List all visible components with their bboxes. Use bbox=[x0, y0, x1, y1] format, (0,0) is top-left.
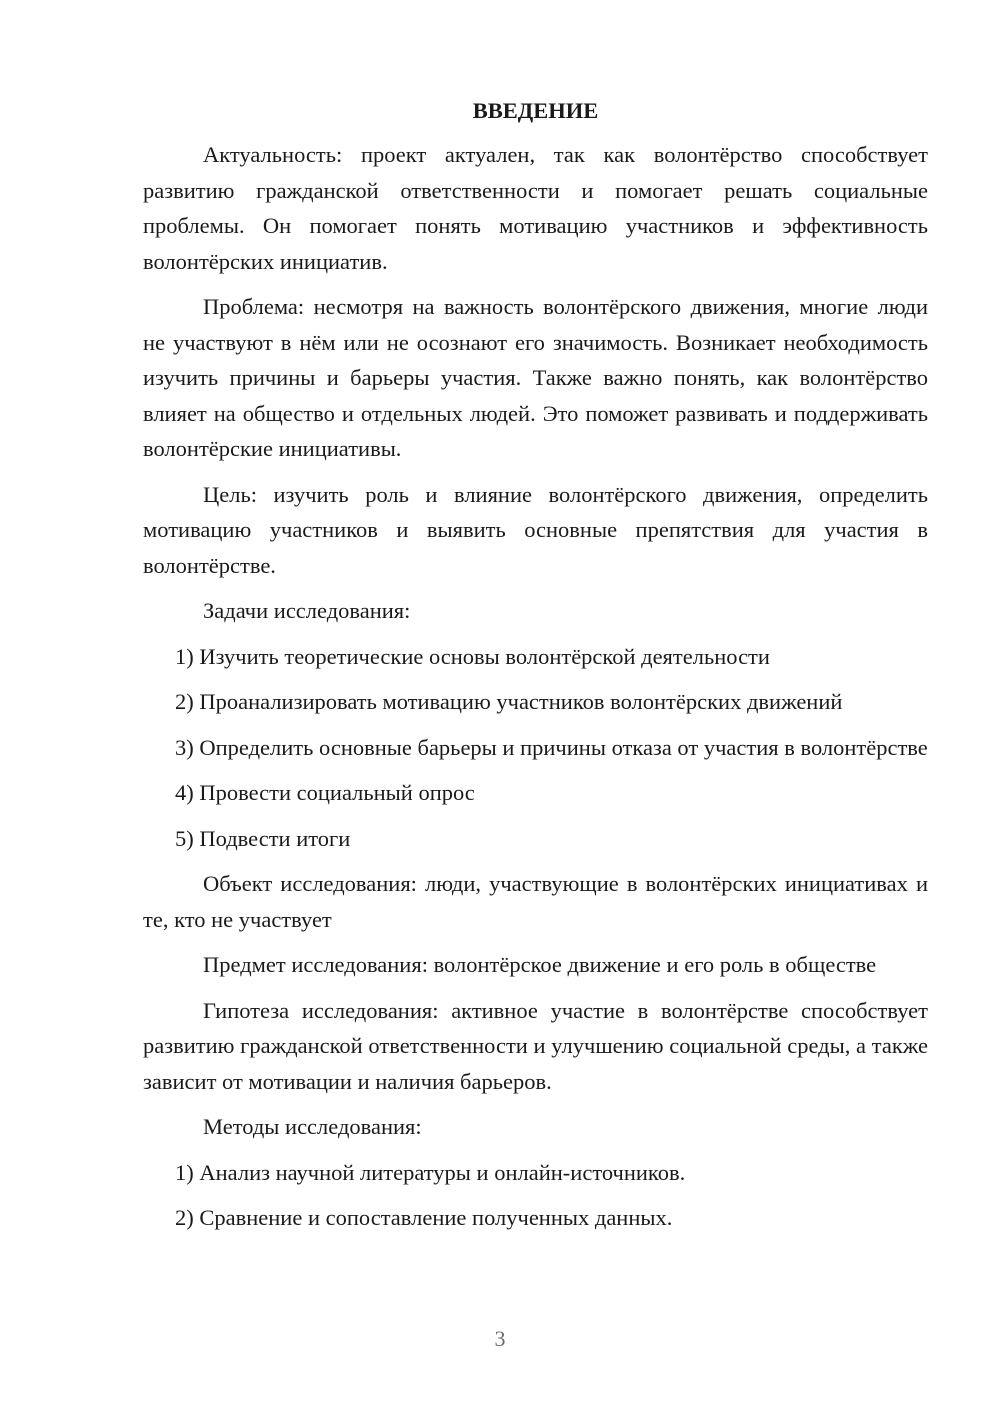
method-item-1: 1) Анализ научной литературы и онлайн-источников. bbox=[175, 1159, 686, 1185]
methods-heading: Методы исследования: bbox=[203, 1114, 422, 1139]
goal-paragraph: Цель: изучить роль и влияние волонтёрского движения, определить мотивацию участников и выявить основные препятствия для участия в волонтёрстве. bbox=[143, 481, 928, 578]
document-page bbox=[143, 95, 928, 1246]
tasks-heading: Задачи исследования: bbox=[203, 598, 411, 623]
subject-paragraph: Предмет исследования: волонтёрское движение и его роль в обществе bbox=[203, 952, 877, 977]
relevance-paragraph: Актуальность: проект актуален, так как волонтёрство способствует развитию гражданской ответственности и помогает решать социальные проблемы. Он помогает понять мотивацию участников и эффективность волонтёрских инициатив. bbox=[143, 142, 928, 274]
task-item-4: 4) Провести социальный опрос bbox=[175, 780, 475, 805]
hypothesis-paragraph: Гипотеза исследования: активное участие в волонтёрстве способствует развитию гражданской ответственности и улучшению социальной среды, а также зависит от мотивации и наличия барьеров. bbox=[143, 997, 928, 1094]
task-item-2: 2) Проанализировать мотивацию участников волонтёрских движений bbox=[175, 689, 843, 714]
task-item-1: 1) Изучить теоретические основы волонтёрской деятельности bbox=[175, 643, 770, 669]
method-item-2: 2) Сравнение и сопоставление полученных данных. bbox=[175, 1205, 673, 1230]
page-number: 3 bbox=[494, 1326, 506, 1351]
page-title: ВВЕДЕНИЕ bbox=[472, 98, 599, 123]
problem-paragraph: Проблема: несмотря на важность волонтёрского движения, многие люди не участвуют в нём или не осознают его значимость. Возникает необходимость изучить причины и барьеры участия. Также важно понять, как волонтёрство влияет на общество и отдельных людей. Это поможет развивать и поддерживать волонтёрские инициативы. bbox=[143, 294, 928, 461]
object-paragraph: Объект исследования: люди, участвующие в волонтёрских инициативах и те, кто не участвует bbox=[143, 871, 928, 932]
task-item-5: 5) Подвести итоги bbox=[175, 825, 351, 851]
task-item-3: 3) Определить основные барьеры и причины отказа от участия в волонтёрстве bbox=[175, 734, 928, 760]
